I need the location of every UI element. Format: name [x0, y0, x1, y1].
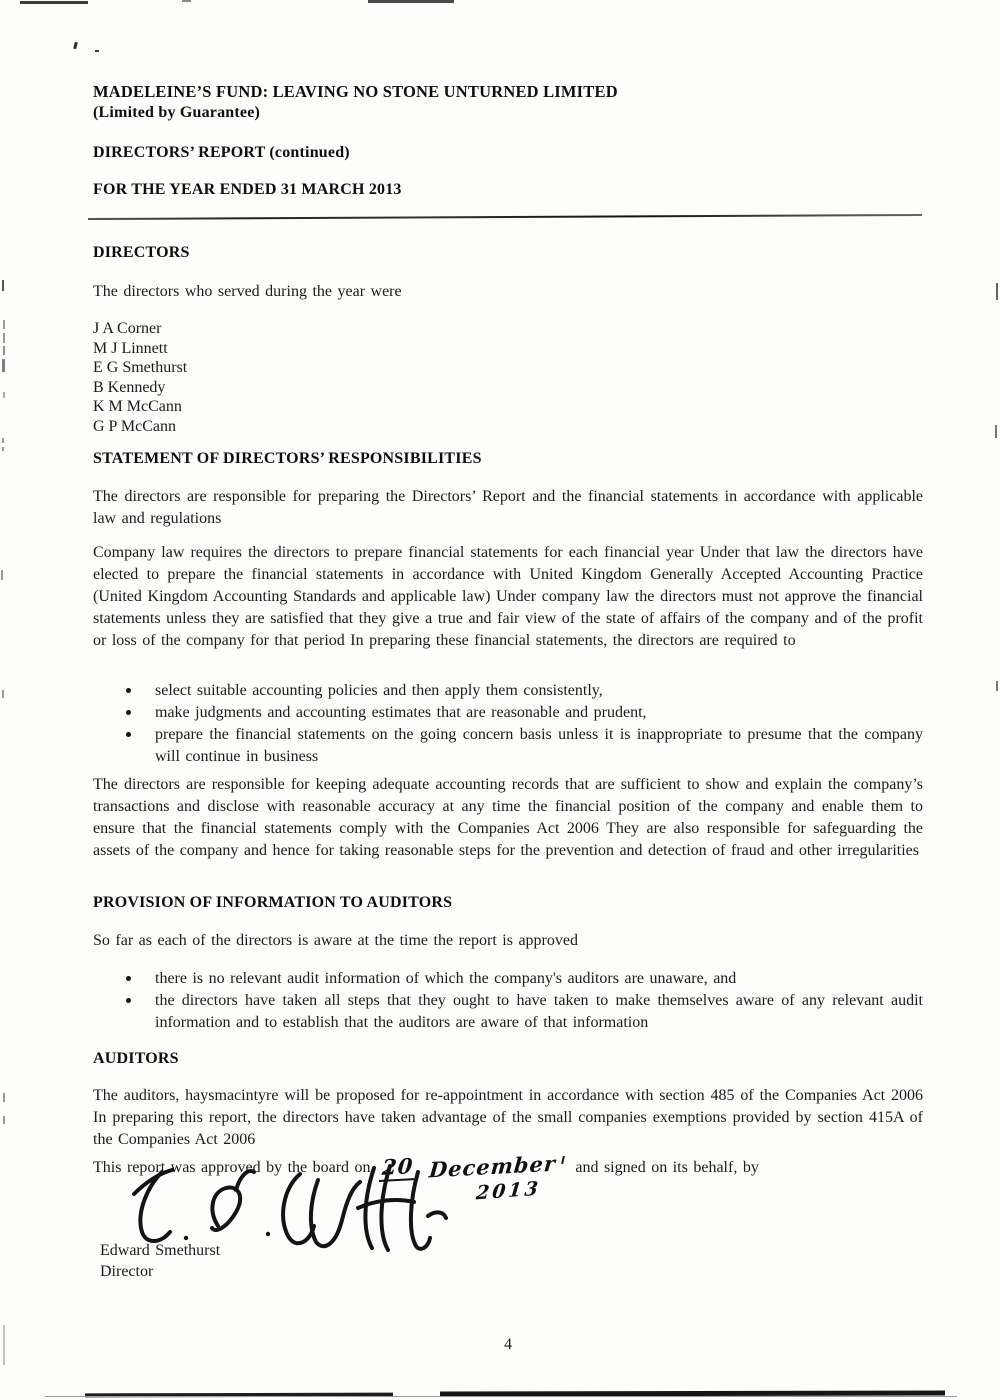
- bullet-icon: [126, 998, 131, 1003]
- scan-artifact: [368, 0, 454, 3]
- pen-tick-mark: [561, 1156, 565, 1164]
- director-name: K M McCann: [93, 398, 182, 415]
- handwritten-year: 2013: [474, 1177, 542, 1205]
- responsibilities-paragraph-2: Company law requires the directors to prepare financial statements for each financial year Under that law the directors have elected to prepare the financial statements in accordance with United Kingdom Generally Accepted Accounting Practice (United Kingdom Accounting Standards and applicable law) Under company law the directors must not approve the financial statements unless they are satisfied that they give a true and fair view of the state of affairs of the company and of the profit or loss of the company for that period In preparing these financial statements, the directors are required to: [93, 544, 923, 649]
- responsibility-bullet: [93, 680, 923, 702]
- handwritten-month: December: [427, 1150, 557, 1183]
- scan-artifact: [3, 1093, 5, 1102]
- director-name: G P McCann: [93, 417, 176, 435]
- bullet-text: make judgments and accounting estimates that are reasonable and prudent,: [155, 704, 647, 721]
- section-heading-provision: PROVISION OF INFORMATION TO AUDITORS: [93, 894, 453, 911]
- responsibilities-paragraph-1: The directors are responsible for preparing the Directors’ Report and the financial statements in accordance with applicable law and regulations: [93, 488, 923, 527]
- responsibilities-paragraph-3: The directors are responsible for keeping adequate accounting records that are sufficient to show and explain the company’s transactions and disclose with reasonable accuracy at any time the financial position of the company and enable them to ensure that the financial statements comply with the Companies Act 2006 They are also responsible for safeguarding the assets of the company and hence for taking reasonable steps for the prevention and detection of fraud and other irregularities: [93, 776, 923, 859]
- scan-artifact: [2, 359, 5, 372]
- director-name: M J Linnett: [93, 339, 168, 357]
- header-divider-line: [88, 214, 922, 220]
- bullet-icon: [126, 732, 131, 737]
- bullet-text: there is no relevant audit information of which the company's auditors are unaware, and: [155, 970, 737, 987]
- scan-artifact: [996, 283, 998, 300]
- provision-bullet: [93, 990, 923, 1034]
- provision-bullet: [93, 968, 923, 990]
- bullet-icon: [126, 976, 131, 981]
- scan-artifact: [3, 1325, 5, 1365]
- scan-artifact: [2, 690, 4, 698]
- approval-text-before: This report was approved by the board on: [93, 1159, 371, 1176]
- auditors-paragraph: The auditors, haysmacintyre will be proposed for re-appointment in accordance with section 485 of the Companies Act 2006 In preparing this report, the directors have taken advantage of the small companies exemptions provided by section 415A of the Companies Act 2006: [93, 1087, 923, 1148]
- signatory-name: Edward Smethurst: [100, 1242, 221, 1259]
- responsibility-bullet: [93, 702, 923, 724]
- approval-text-after: and signed on its behalf, by: [575, 1159, 759, 1176]
- director-name: E G Smethurst: [93, 359, 188, 376]
- bullet-text: prepare the financial statements on the going concern basis unless it is inappropriate to presume that the company will continue in business: [155, 726, 923, 765]
- signatory-title: Director: [100, 1263, 154, 1280]
- bullet-text: the directors have taken all steps that they ought to have taken to make themselves aware of any relevant audit information and to establish that the auditors are aware of that information: [155, 992, 923, 1031]
- section-heading-responsibilities: STATEMENT OF DIRECTORS’ RESPONSIBILITIES: [93, 450, 482, 467]
- director-name: B Kennedy: [93, 378, 166, 396]
- scan-artifact: [73, 42, 78, 50]
- directors-intro: The directors who served during the year were: [93, 283, 402, 300]
- bullet-icon: [126, 710, 131, 715]
- signature-image: [122, 1160, 452, 1252]
- scan-artifact: [1, 570, 3, 580]
- company-type: (Limited by Guarantee): [93, 104, 261, 121]
- report-period: FOR THE YEAR ENDED 31 MARCH 2013: [93, 181, 402, 198]
- company-name: MADELEINE’S FUND: LEAVING NO STONE UNTURNED LIMITED: [93, 82, 618, 101]
- director-name: J A Corner: [93, 320, 162, 337]
- scan-artifact: [995, 425, 997, 438]
- report-title: DIRECTORS’ REPORT (continued): [93, 144, 350, 161]
- scan-artifact: [2, 438, 4, 443]
- scan-artifact: [2, 280, 4, 291]
- page-number: 4: [504, 1336, 512, 1353]
- section-heading-auditors: AUDITORS: [93, 1050, 179, 1067]
- bullet-text: select suitable accounting policies and then apply them consistently,: [155, 682, 603, 699]
- provision-intro: So far as each of the directors is aware at the time the report is approved: [93, 932, 578, 949]
- bullet-icon: [126, 688, 131, 693]
- scan-artifact: [2, 447, 4, 451]
- scan-artifact: [182, 0, 191, 2]
- handwritten-day: 20: [379, 1155, 416, 1182]
- directors-name-list: [93, 319, 923, 436]
- scan-artifact: [996, 681, 998, 691]
- scan-artifact: [3, 392, 5, 398]
- responsibility-bullet: [93, 724, 923, 768]
- scan-artifact: [95, 50, 99, 52]
- bottom-border-line: [45, 1396, 957, 1397]
- scan-artifact: [3, 1116, 5, 1124]
- section-heading-directors: DIRECTORS: [93, 244, 190, 261]
- scan-artifact: [20, 1, 88, 4]
- scan-artifact: [3, 320, 5, 329]
- scan-artifact: [3, 346, 5, 355]
- scan-artifact: [3, 333, 5, 343]
